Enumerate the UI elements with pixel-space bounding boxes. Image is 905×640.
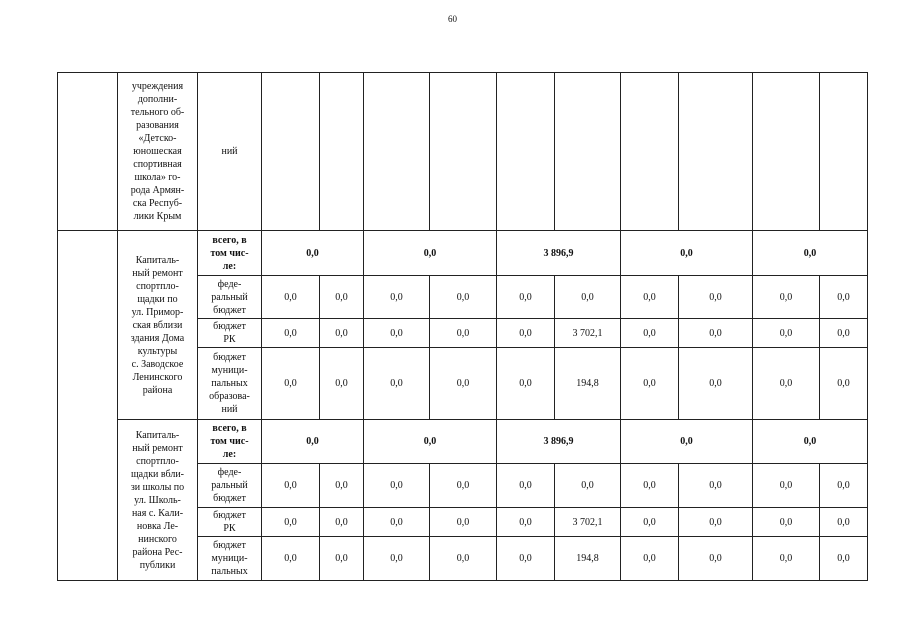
total-value-cell: 0,0: [262, 231, 364, 276]
budget-table: [57, 72, 868, 581]
object-name-cell: Капиталь- ный ремонт спортпло- щадки вбли- зи школы по ул. Школь- ная с. Кали- новка Ле- нинского района Рес- публики: [118, 420, 198, 581]
value-cell: 0,0: [820, 464, 868, 508]
value-cell: 0,0: [262, 508, 320, 537]
value-cell: 0,0: [753, 348, 820, 420]
value-cell: 0,0: [621, 276, 679, 319]
value-cell: 0,0: [820, 319, 868, 348]
value-cell: 0,0: [820, 537, 868, 581]
value-cell: 0,0: [753, 508, 820, 537]
value-cell: 0,0: [679, 319, 753, 348]
total-value-cell: 3 896,9: [497, 231, 621, 276]
funding-type-cell: феде- ральный бюджет: [198, 464, 262, 508]
total-value-cell: 0,0: [621, 231, 753, 276]
value-cell: 0,0: [679, 276, 753, 319]
value-cell: 0,0: [497, 348, 555, 420]
value-cell: 0,0: [262, 348, 320, 420]
value-cell: 0,0: [753, 464, 820, 508]
value-cell: 0,0: [364, 276, 430, 319]
value-cell: 0,0: [497, 319, 555, 348]
value-cell: 0,0: [820, 508, 868, 537]
value-cell: 0,0: [621, 348, 679, 420]
value-cell: 0,0: [497, 537, 555, 581]
funding-type-cell: всего, в том чис- ле:: [198, 420, 262, 464]
value-cell: 0,0: [679, 464, 753, 508]
funding-type-cell: ний: [198, 73, 262, 231]
value-cell: 0,0: [679, 508, 753, 537]
value-cell: 0,0: [320, 276, 364, 319]
value-cell: 0,0: [262, 464, 320, 508]
number-cell: [58, 231, 118, 581]
object-name-cell: учреждения дополни- тельного об- разования «Детско- юношеская спортивная школа» го- рода Армян- ска Респуб- лики Крым: [118, 73, 198, 231]
funding-type-cell: бюджет муници- пальных образова- ний: [198, 348, 262, 420]
value-cell: 0,0: [320, 537, 364, 581]
value-cell: 0,0: [262, 276, 320, 319]
value-cell: 0,0: [320, 348, 364, 420]
value-cell: 0,0: [621, 464, 679, 508]
value-cell: 0,0: [679, 348, 753, 420]
total-value-cell: 0,0: [621, 420, 753, 464]
value-cell: 0,0: [621, 508, 679, 537]
total-value-cell: 0,0: [364, 420, 497, 464]
value-cell: 0,0: [364, 464, 430, 508]
section-total-row: [58, 420, 868, 464]
value-cell: [621, 73, 679, 231]
value-cell: [753, 73, 820, 231]
value-cell: 0,0: [753, 537, 820, 581]
value-cell: [262, 73, 320, 231]
total-value-cell: 0,0: [753, 231, 868, 276]
value-cell: 0,0: [679, 537, 753, 581]
value-cell: 0,0: [497, 276, 555, 319]
value-cell: 0,0: [820, 348, 868, 420]
page-number: 60: [448, 14, 457, 24]
total-value-cell: 3 896,9: [497, 420, 621, 464]
value-cell: 3 702,1: [555, 508, 621, 537]
value-cell: 0,0: [430, 537, 497, 581]
value-cell: 0,0: [364, 319, 430, 348]
value-cell: 194,8: [555, 537, 621, 581]
value-cell: 0,0: [753, 319, 820, 348]
value-cell: 0,0: [320, 464, 364, 508]
funding-type-cell: всего, в том чис- ле:: [198, 231, 262, 276]
continuation-row: [58, 73, 868, 231]
value-cell: [679, 73, 753, 231]
value-cell: 0,0: [753, 276, 820, 319]
value-cell: 0,0: [430, 508, 497, 537]
value-cell: 0,0: [555, 276, 621, 319]
funding-type-cell: бюджет РК: [198, 319, 262, 348]
number-cell: [58, 73, 118, 231]
funding-type-cell: бюджет РК: [198, 508, 262, 537]
total-value-cell: 0,0: [753, 420, 868, 464]
value-cell: 0,0: [820, 276, 868, 319]
value-cell: 0,0: [262, 537, 320, 581]
value-cell: 0,0: [320, 319, 364, 348]
value-cell: 0,0: [364, 508, 430, 537]
value-cell: 194,8: [555, 348, 621, 420]
value-cell: [364, 73, 430, 231]
value-cell: 0,0: [497, 508, 555, 537]
value-cell: 0,0: [621, 319, 679, 348]
total-value-cell: 0,0: [364, 231, 497, 276]
value-cell: 0,0: [555, 464, 621, 508]
value-cell: [497, 73, 555, 231]
value-cell: 0,0: [430, 348, 497, 420]
value-cell: 0,0: [364, 537, 430, 581]
total-value-cell: 0,0: [262, 420, 364, 464]
value-cell: 0,0: [497, 464, 555, 508]
value-cell: [320, 73, 364, 231]
section-total-row: [58, 231, 868, 276]
value-cell: [555, 73, 621, 231]
value-cell: 0,0: [430, 319, 497, 348]
value-cell: 3 702,1: [555, 319, 621, 348]
value-cell: 0,0: [430, 464, 497, 508]
value-cell: 0,0: [262, 319, 320, 348]
value-cell: 0,0: [320, 508, 364, 537]
funding-type-cell: феде- ральный бюджет: [198, 276, 262, 319]
value-cell: 0,0: [364, 348, 430, 420]
value-cell: [820, 73, 868, 231]
value-cell: 0,0: [430, 276, 497, 319]
value-cell: 0,0: [621, 537, 679, 581]
object-name-cell: Капиталь- ный ремонт спортпло- щадки по ул. Примор- ская вблизи здания Дома культуры с. Заводское Ленинского района: [118, 231, 198, 420]
funding-type-cell: бюджет муници- пальных: [198, 537, 262, 581]
value-cell: [430, 73, 497, 231]
